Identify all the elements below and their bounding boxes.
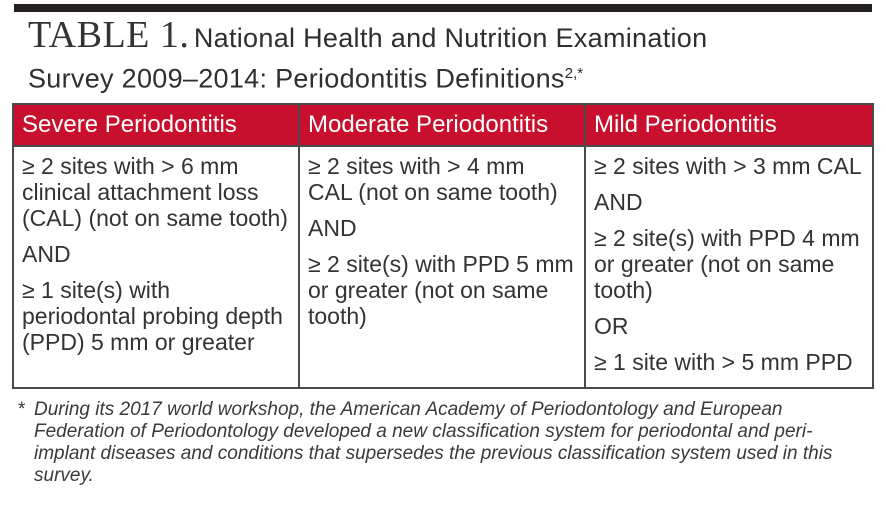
- cell-text-line: ≥ 2 sites with > 4 mm: [308, 153, 525, 179]
- header-severe: Severe Periodontitis: [13, 104, 299, 146]
- header-mild: Mild Periodontitis: [585, 104, 873, 146]
- cell-text-line: (PPD) 5 mm or greater: [22, 329, 255, 355]
- cell-text-line: or greater (not on same: [308, 277, 549, 303]
- cell-gap: [22, 231, 292, 241]
- cell-text-line: periodontal probing depth: [22, 303, 283, 329]
- cell-gap: [22, 267, 292, 277]
- cell-text-line: ≥ 2 site(s) with PPD 5 mm: [308, 251, 574, 277]
- cell-text-line: tooth): [308, 303, 367, 329]
- cell-gap: [594, 303, 866, 313]
- cell-text-line: clinical attachment loss: [22, 179, 259, 205]
- footnote: [18, 399, 868, 487]
- cell-gap: [308, 205, 578, 215]
- footnote-text: During its 2017 world workshop, the American Academy of Periodontology and European Federation of Periodontology developed a new classification system for periodontal and peri-implant diseases and conditions that supersedes the previous classification system used in this survey.: [34, 399, 833, 486]
- cell-text-line: ≥ 2 sites with > 3 mm CAL: [594, 153, 862, 179]
- title-superscript: 2,*: [564, 65, 584, 82]
- top-rule: [14, 4, 872, 12]
- cell-mild: [585, 146, 873, 388]
- table-title-line2: Survey 2009–2014: Periodontitis Definitions: [28, 63, 565, 94]
- table-row: [13, 146, 873, 388]
- cell-gap: [594, 339, 866, 349]
- table-title: [28, 14, 878, 100]
- cell-gap: [308, 241, 578, 251]
- cell-text-line: (CAL) (not on same tooth): [22, 205, 288, 231]
- cell-gap: [594, 215, 866, 225]
- cell-text-line: CAL (not on same tooth): [308, 179, 558, 205]
- cell-text-line: ≥ 1 site with > 5 mm PPD: [594, 349, 853, 375]
- definitions-table: [12, 103, 874, 389]
- cell-text-line: AND: [308, 215, 357, 241]
- cell-text-line: tooth): [594, 277, 653, 303]
- header-row: [13, 104, 873, 146]
- table-title-line1: National Health and Nutrition Examination: [193, 23, 708, 53]
- cell-severe: [13, 146, 299, 388]
- cell-text-line: ≥ 2 site(s) with PPD 4 mm: [594, 225, 860, 251]
- cell-text-line: or greater (not on same: [594, 251, 835, 277]
- cell-gap: [594, 179, 866, 189]
- cell-text-line: OR: [594, 313, 629, 339]
- table-label: TABLE 1.: [28, 14, 190, 56]
- cell-text-line: AND: [22, 241, 71, 267]
- cell-text-line: AND: [594, 189, 643, 215]
- cell-moderate: [299, 146, 585, 388]
- header-moderate: Moderate Periodontitis: [299, 104, 585, 146]
- cell-text-line: ≥ 1 site(s) with: [22, 277, 171, 303]
- footnote-marker: *: [18, 399, 26, 420]
- cell-text-line: ≥ 2 sites with > 6 mm: [22, 153, 239, 179]
